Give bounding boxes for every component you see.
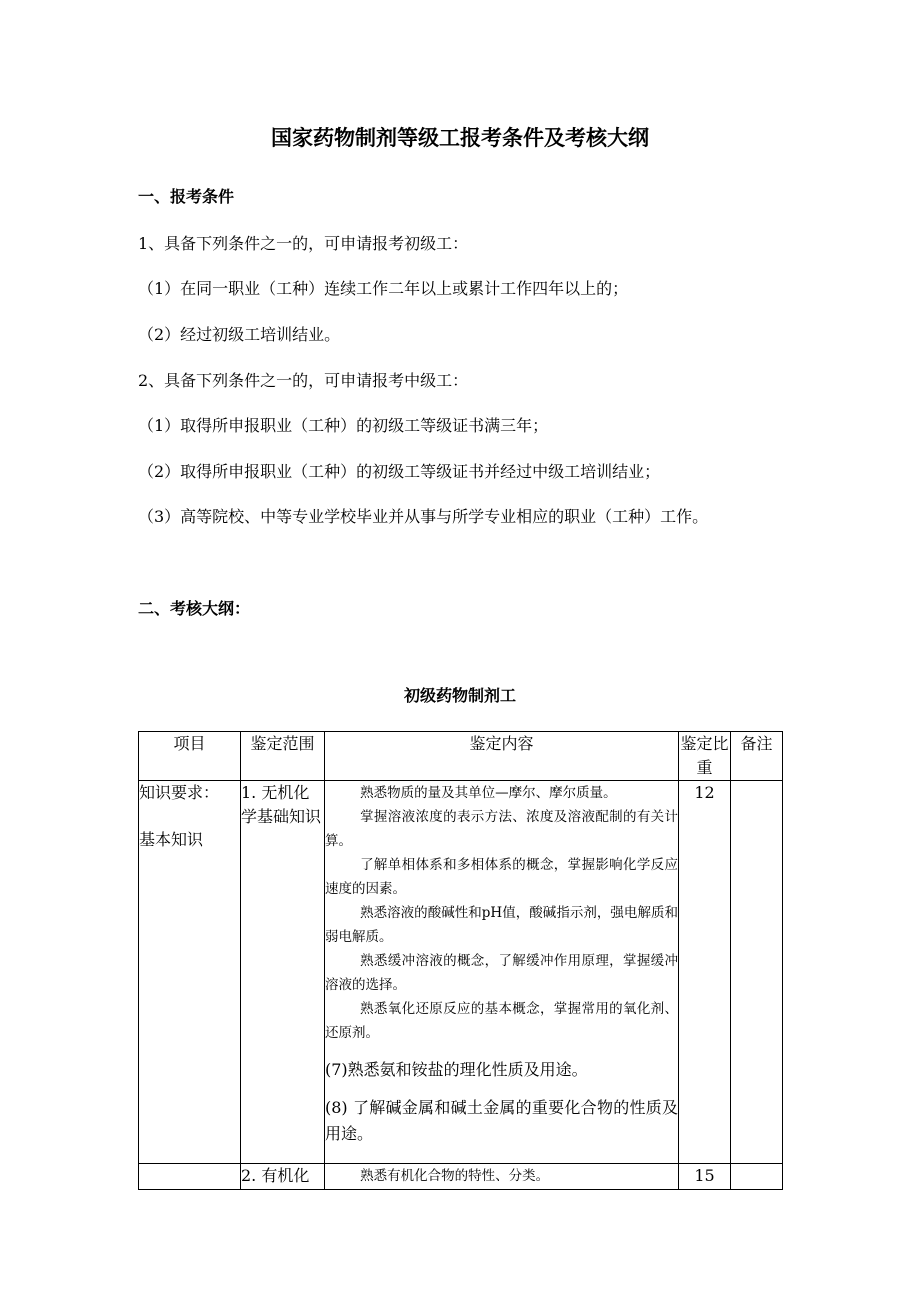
item-cell [139,1164,241,1190]
content-line: 熟悉溶液的酸碱性和pH值，酸碱指示剂，强电解质和弱电解质。 [325,905,678,945]
table-row [139,1164,783,1190]
content-line: 熟悉有机化合物的特性、分类。 [360,1168,550,1184]
paragraph-junior-conditions: 1、具备下列条件之一的，可申请报考初级工： [138,234,469,253]
header-scope: 鉴定范围 [241,732,325,781]
content-line: (8) 了解碱金属和碱土金属的重要化合物的性质及用途。 [325,1098,678,1143]
scope-cell: 1. 无机化学基础知识 [241,781,325,1164]
content-cell [325,781,679,1164]
condition-item: （1）取得所申报职业（工种）的初级工等级证书满三年； [138,416,549,435]
section-heading-requirements: 一、报考条件 [138,187,235,206]
content-cell [325,1164,679,1190]
weight-cell: 12 [679,781,731,1164]
item-sublabel: 基本知识 [139,830,204,849]
condition-item: （2）取得所申报职业（工种）的初级工等级证书并经过中级工培训结业； [138,462,661,481]
header-content: 鉴定内容 [325,732,679,781]
note-cell [731,1164,783,1190]
note-cell [731,781,783,1164]
item-cell [139,781,241,1164]
paragraph-intermediate-conditions: 2、具备下列条件之一的，可申请报考中级工： [138,371,469,390]
content-line: 了解单相体系和多相体系的概念，掌握影响化学反应速度的因素。 [325,857,678,897]
content-line: 熟悉物质的量及其单位—摩尔、摩尔质量。 [360,785,617,801]
condition-item: （1）在同一职业（工种）连续工作二年以上或累计工作四年以上的； [138,279,629,298]
item-label: 知识要求： [139,783,220,802]
assessment-outline-table [138,731,783,1190]
condition-item: （3）高等院校、中等专业学校毕业并从事与所学专业相应的职业（工种）工作。 [138,507,709,526]
table-header-row [139,732,783,781]
table-title: 初级药物制剂工 [403,686,516,705]
scope-cell: 2. 有机化 [241,1164,325,1190]
header-note: 备注 [731,732,783,781]
header-item: 项目 [139,732,241,781]
section-heading-outline: 二、考核大纲： [138,599,251,618]
page-title: 国家药物制剂等级工报考条件及考核大纲 [271,126,649,150]
weight-cell: 15 [679,1164,731,1190]
content-line: 熟悉缓冲溶液的概念，了解缓冲作用原理，掌握缓冲溶液的选择。 [325,953,678,993]
content-line: (7)熟悉氨和铵盐的理化性质及用途。 [325,1060,588,1079]
condition-item: （2）经过初级工培训结业。 [138,325,341,344]
table-row [139,781,783,1164]
header-weight: 鉴定比重 [679,732,731,781]
content-line: 熟悉氧化还原反应的基本概念，掌握常用的氧化剂、还原剂。 [325,1001,678,1041]
content-line: 掌握溶液浓度的表示方法、浓度及溶液配制的有关计算。 [325,809,678,849]
